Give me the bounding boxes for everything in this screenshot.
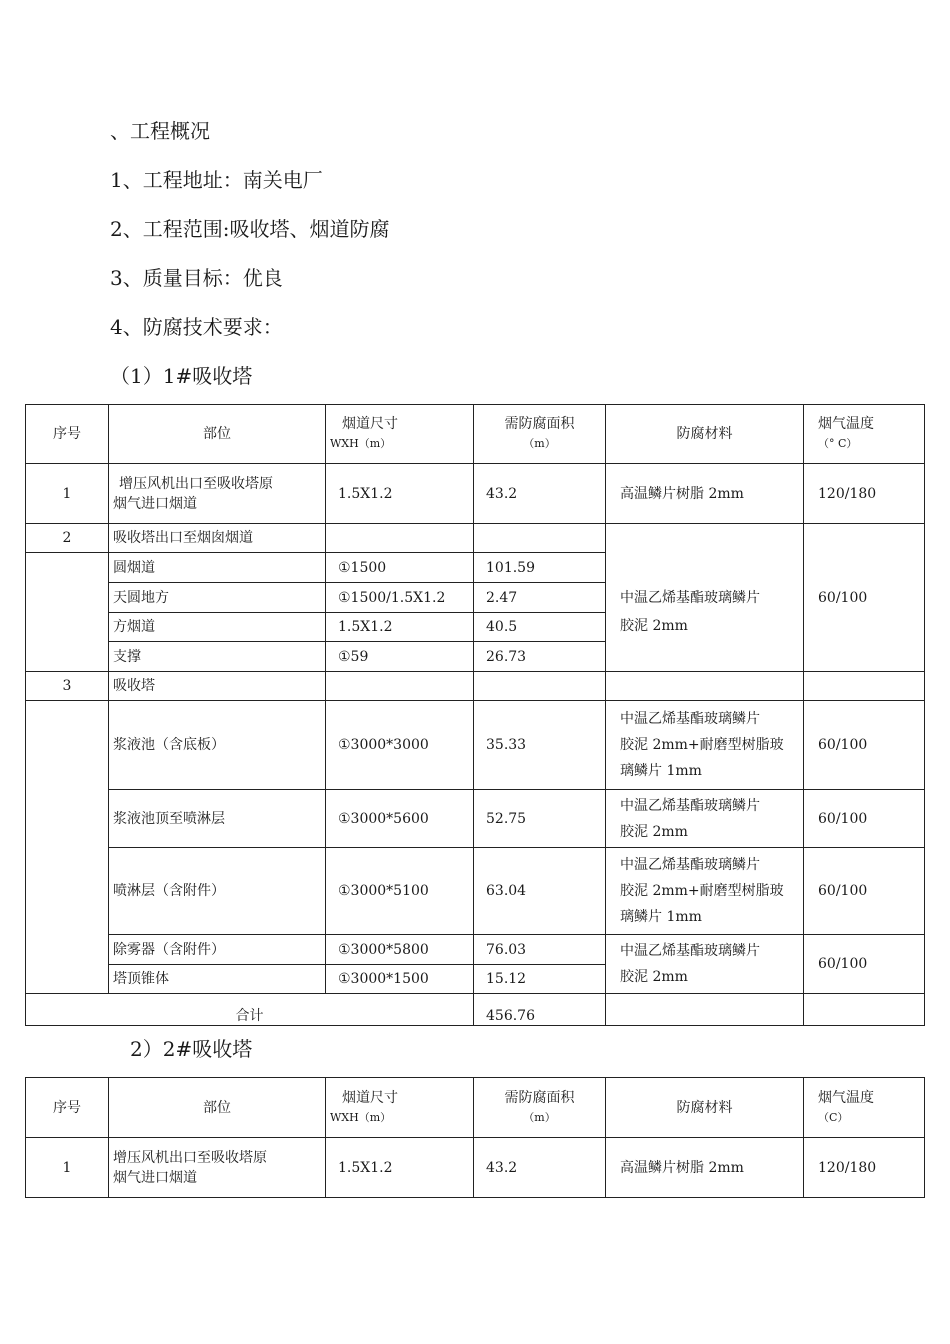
- row-material: [606, 524, 804, 553]
- total-row: [26, 994, 925, 1026]
- row-size: ①3000*3000: [326, 701, 474, 790]
- tower1-table: [25, 404, 925, 1026]
- row-area: 2.47: [474, 583, 606, 613]
- row-part-l2: 烟气进口烟道: [113, 1169, 197, 1186]
- row-area: 52.75: [474, 790, 606, 848]
- row-temp: 120/180: [804, 464, 925, 524]
- row-seq: [26, 553, 109, 672]
- material-l2: 胶泥 2mm: [620, 823, 688, 840]
- row-part: 吸收塔出口至烟囱烟道: [109, 524, 326, 553]
- header-temp-l2: （° C）: [818, 437, 858, 450]
- heading-quality: 3、质量目标：优良: [110, 266, 283, 290]
- material-l2: 胶泥 2mm: [620, 617, 688, 634]
- total-label: 合计: [26, 994, 474, 1026]
- header-seq: 序号: [26, 1078, 109, 1138]
- row-seq: 3: [26, 672, 109, 701]
- row-size: 1.5X1.2: [326, 1138, 474, 1198]
- table-row: [26, 790, 925, 848]
- header-seq: 序号: [26, 405, 109, 464]
- row-size: ①3000*1500: [326, 965, 474, 994]
- row-area: 101.59: [474, 553, 606, 583]
- total-material: [606, 994, 804, 1026]
- row-material: [606, 848, 804, 935]
- table-row: [26, 848, 925, 935]
- header-area-l2: （m）: [523, 1110, 556, 1124]
- table-row: [26, 553, 925, 583]
- material-l1: 中温乙烯基酯玻璃鳞片: [620, 589, 760, 606]
- row-size: ①3000*5600: [326, 790, 474, 848]
- header-size-l1: 烟道尺寸: [342, 416, 398, 432]
- row-part: 塔顶锥体: [109, 965, 326, 994]
- row-part: [109, 464, 326, 524]
- row-area: 43.2: [474, 1138, 606, 1198]
- heading-tech-req: 4、防腐技术要求：: [110, 315, 283, 339]
- row-temp: 60/100: [804, 701, 925, 790]
- row-part: 天圆地方: [109, 583, 326, 613]
- row-size: 1.5X1.2: [326, 613, 474, 642]
- row-area: [474, 672, 606, 701]
- material-l2: 胶泥 2mm: [620, 969, 688, 985]
- row-part: 浆液池顶至喷淋层: [109, 790, 326, 848]
- header-area-l1: 需防腐面积: [504, 416, 575, 432]
- row-part: 方烟道: [109, 613, 326, 642]
- row-material: [606, 701, 804, 790]
- row-size: ①1500: [326, 553, 474, 583]
- header-material: 防腐材料: [606, 1078, 804, 1138]
- section-title-tower2: 2）2#吸收塔: [130, 1037, 253, 1061]
- row-part-l2: 烟气进口烟道: [113, 495, 197, 512]
- row-part-l1: 增压风机出口至吸收塔原: [113, 1149, 267, 1166]
- header-size-l1: 烟道尺寸: [342, 1089, 398, 1106]
- row-part: 圆烟道: [109, 553, 326, 583]
- heading-address: 1、工程地址：南关电厂: [110, 168, 323, 192]
- row-part-l1: 增压风机出口至吸收塔原: [119, 475, 273, 492]
- tower2-table: [25, 1077, 925, 1198]
- row-area: [474, 524, 606, 553]
- row-material: [606, 672, 804, 701]
- table-row: [26, 935, 925, 965]
- row-part: 喷淋层（含附件）: [109, 848, 326, 935]
- table-row: [26, 524, 925, 553]
- table-row: [26, 1138, 925, 1198]
- row-temp: 60/100: [804, 790, 925, 848]
- header-part: 部位: [109, 405, 326, 464]
- row-size: [326, 672, 474, 701]
- material-l3: 璃鳞片 1mm: [620, 909, 702, 925]
- row-seq: 2: [26, 524, 109, 553]
- header-area-l1: 需防腐面积: [504, 1089, 575, 1106]
- row-material: [606, 790, 804, 848]
- heading-overview: 、工程概况: [110, 119, 210, 143]
- row-temp: 120/180: [804, 1138, 925, 1198]
- material-l3: 璃鳞片 1mm: [620, 763, 702, 779]
- row-temp: 60/100: [804, 524, 925, 672]
- row-area: 40.5: [474, 613, 606, 642]
- row-seq: 1: [26, 1138, 109, 1198]
- table-row: [26, 672, 925, 701]
- header-size: [326, 1078, 474, 1138]
- row-area: 35.33: [474, 701, 606, 790]
- material-l1: 中温乙烯基酯玻璃鳞片: [620, 711, 760, 727]
- material-l1: 中温乙烯基酯玻璃鳞片: [620, 857, 760, 873]
- header-temp-l1: 烟气温度: [818, 1089, 874, 1106]
- header-temp-l1: 烟气温度: [818, 416, 874, 432]
- row-part: 吸收塔: [109, 672, 326, 701]
- table-row: [26, 464, 925, 524]
- total-area: 456.76: [474, 994, 606, 1026]
- table-row: [26, 701, 925, 790]
- row-seq: [26, 701, 109, 994]
- row-material: [606, 935, 804, 994]
- row-size: ①59: [326, 642, 474, 672]
- row-size: ①1500/1.5X1.2: [326, 583, 474, 613]
- row-area: 15.12: [474, 965, 606, 994]
- material-l1: 中温乙烯基酯玻璃鳞片: [620, 797, 760, 814]
- header-temp-l2: （C）: [818, 1110, 849, 1124]
- material-l2: 胶泥 2mm+耐磨型树脂玻: [620, 737, 784, 753]
- row-area: 76.03: [474, 935, 606, 965]
- header-temp: [804, 405, 925, 464]
- header-area-l2: （m）: [523, 437, 556, 450]
- row-area: 63.04: [474, 848, 606, 935]
- header-part: 部位: [109, 1078, 326, 1138]
- header-area: [474, 1078, 606, 1138]
- row-part: 支撑: [109, 642, 326, 672]
- table-header-row: [26, 405, 925, 464]
- heading-scope: 2、工程范围:吸收塔、烟道防腐: [110, 217, 390, 241]
- row-seq: 1: [26, 464, 109, 524]
- row-material: [606, 553, 804, 672]
- header-size-l2: WXH（m）: [330, 437, 392, 450]
- row-material: 高温鳞片树脂 2mm: [606, 1138, 804, 1198]
- header-temp: [804, 1078, 925, 1138]
- row-size: ①3000*5800: [326, 935, 474, 965]
- row-temp: 60/100: [804, 935, 925, 994]
- row-area: 26.73: [474, 642, 606, 672]
- row-temp: 60/100: [804, 848, 925, 935]
- header-size: [326, 405, 474, 464]
- header-size-l2: WXH（m）: [330, 1110, 392, 1124]
- header-area: [474, 405, 606, 464]
- row-size: ①3000*5100: [326, 848, 474, 935]
- material-l1: 中温乙烯基酯玻璃鳞片: [620, 943, 760, 959]
- row-size: 1.5X1.2: [326, 464, 474, 524]
- row-part: 除雾器（含附件）: [109, 935, 326, 965]
- row-part: [109, 1138, 326, 1198]
- row-size: [326, 524, 474, 553]
- row-part: 浆液池（含底板）: [109, 701, 326, 790]
- row-area: 43.2: [474, 464, 606, 524]
- row-material: 高温鳞片树脂 2mm: [606, 464, 804, 524]
- section-title-tower1: （1）1#吸收塔: [110, 364, 253, 388]
- table-header-row: [26, 1078, 925, 1138]
- material-l2: 胶泥 2mm+耐磨型树脂玻: [620, 883, 784, 899]
- header-material: 防腐材料: [606, 405, 804, 464]
- total-temp: [804, 994, 925, 1026]
- row-temp: [804, 672, 925, 701]
